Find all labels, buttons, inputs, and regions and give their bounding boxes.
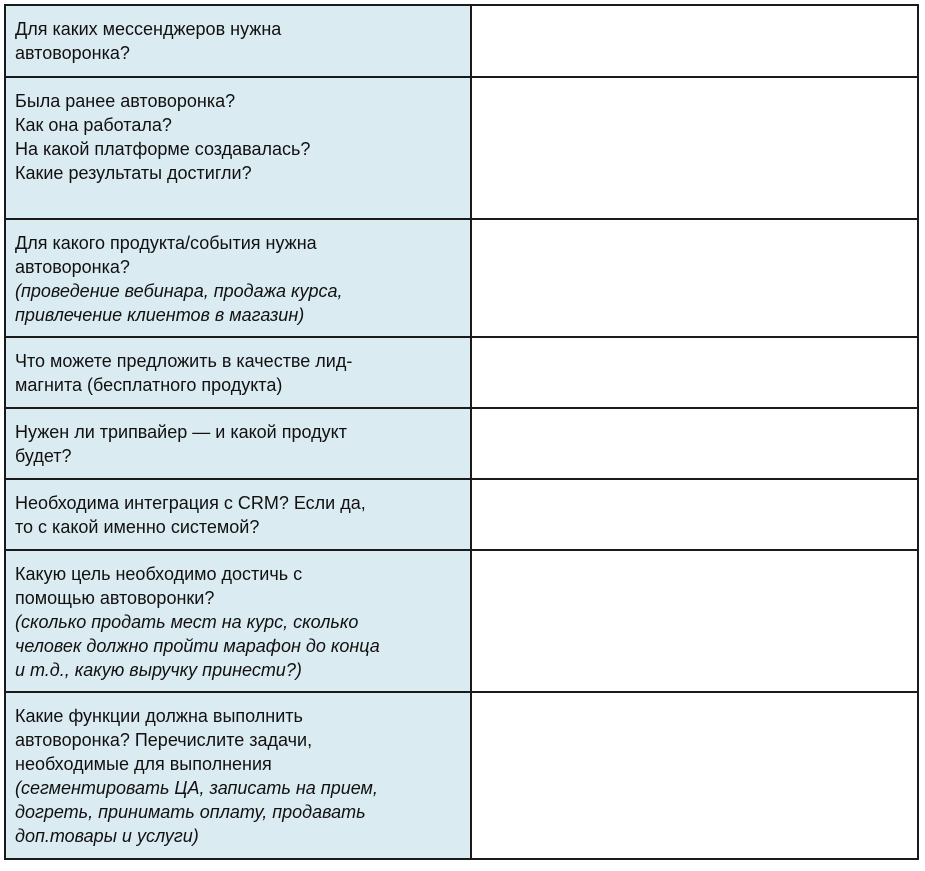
brief-row: [5, 692, 918, 859]
question-text-line: магнита (бесплатного продукта): [15, 375, 283, 395]
question-text-line: Как она работала?: [15, 115, 172, 135]
question-hint-line: и т.д., какую выручку принести?): [15, 660, 302, 680]
brief-row: [5, 5, 918, 77]
question-hint-line: (сегментировать ЦА, записать на прием,: [15, 778, 378, 798]
question-text-line: то с какой именно системой?: [15, 517, 260, 537]
question-cell: [5, 5, 471, 77]
answer-cell[interactable]: [471, 5, 918, 77]
question-hint-line: (сколько продать мест на курс, сколько: [15, 612, 359, 632]
brief-row: [5, 550, 918, 692]
question-text-line: Для каких мессенджеров нужна: [15, 19, 282, 39]
question-cell: [5, 408, 471, 479]
question-cell: [5, 479, 471, 550]
question-text-line: помощью автоворонки?: [15, 588, 215, 608]
question-text-line: Какие функции должна выполнить: [15, 706, 303, 726]
question-text-line: Была ранее автоворонка?: [15, 91, 236, 111]
question-text-line: Нужен ли трипвайер — и какой продукт: [15, 422, 347, 442]
brief-row: [5, 219, 918, 337]
answer-cell[interactable]: [471, 408, 918, 479]
brief-table-body: [5, 5, 918, 859]
brief-row: [5, 337, 918, 408]
question-hint-line: человек должно пройти марафон до конца: [15, 636, 380, 656]
question-text-line: необходимые для выполнения: [15, 754, 272, 774]
question-cell: [5, 550, 471, 692]
question-text-line: Что можете предложить в качестве лид-: [15, 351, 353, 371]
question-text-line: автоворонка?: [15, 257, 130, 277]
question-text-line: Для какого продукта/события нужна: [15, 233, 317, 253]
question-hint-line: доп.товары и услуги): [15, 826, 199, 846]
autofunnel-brief-table: [4, 4, 919, 860]
question-hint-line: (проведение вебинара, продажа курса,: [15, 281, 343, 301]
answer-cell[interactable]: [471, 550, 918, 692]
answer-cell[interactable]: [471, 479, 918, 550]
question-hint-line: привлечение клиентов в магазин): [15, 305, 305, 325]
answer-cell[interactable]: [471, 337, 918, 408]
question-cell: [5, 337, 471, 408]
question-text-line: Какую цель необходимо достичь с: [15, 564, 303, 584]
brief-row: [5, 479, 918, 550]
question-cell: [5, 77, 471, 219]
question-cell: [5, 692, 471, 859]
question-text-line: Какие результаты достигли?: [15, 163, 252, 183]
question-text-line: автоворонка? Перечислите задачи,: [15, 730, 313, 750]
question-text-line: Необходима интеграция с CRM? Если да,: [15, 493, 366, 513]
question-cell: [5, 219, 471, 337]
question-hint-line: догреть, принимать оплату, продавать: [15, 802, 366, 822]
question-text-line: будет?: [15, 446, 72, 466]
brief-row: [5, 408, 918, 479]
answer-cell[interactable]: [471, 219, 918, 337]
answer-cell[interactable]: [471, 77, 918, 219]
brief-row: [5, 77, 918, 219]
question-text-line: автоворонка?: [15, 43, 130, 63]
question-text-line: На какой платформе создавалась?: [15, 139, 311, 159]
answer-cell[interactable]: [471, 692, 918, 859]
